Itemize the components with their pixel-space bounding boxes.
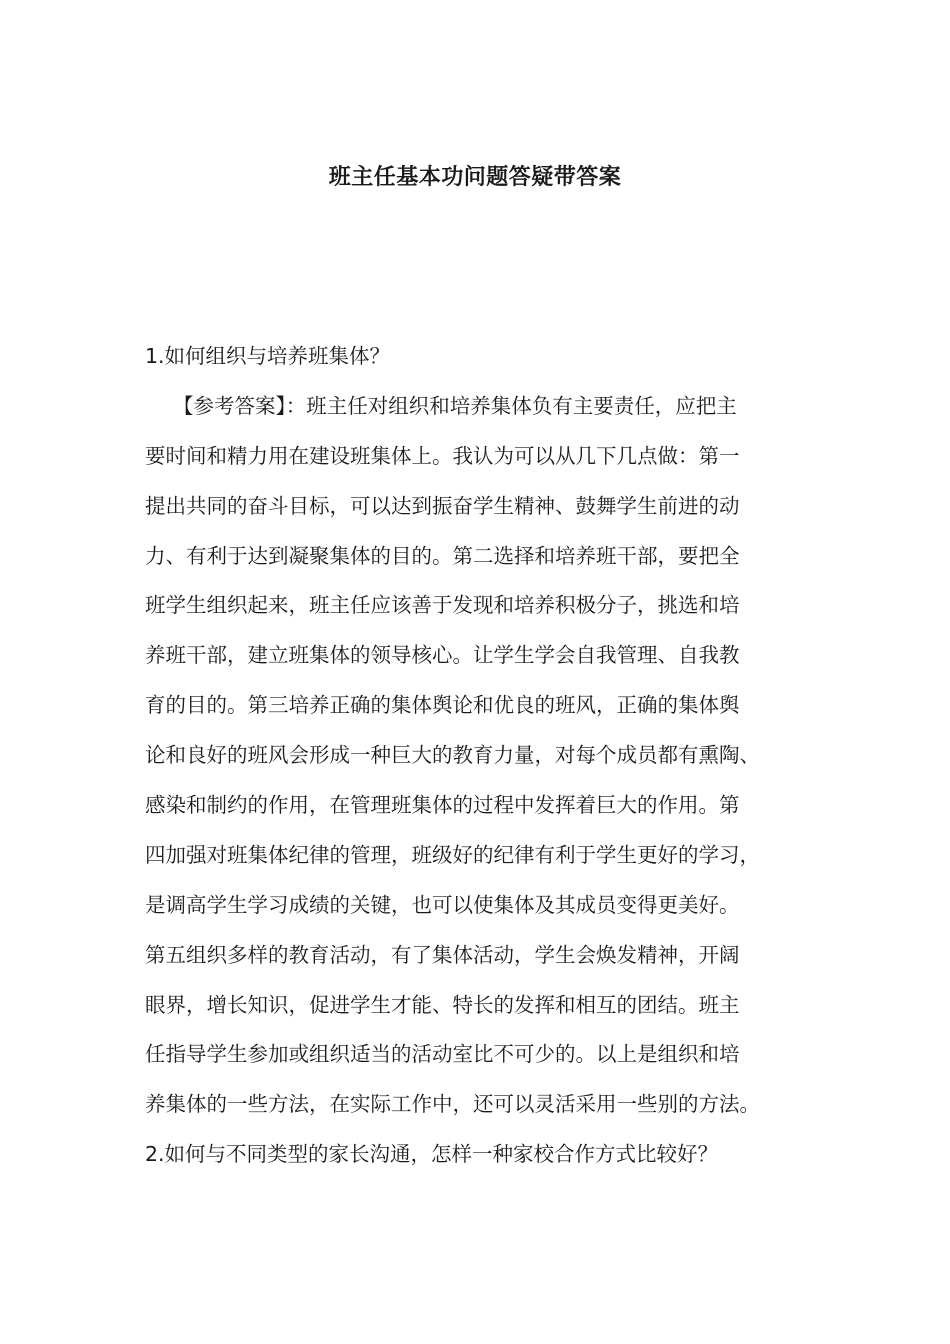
document-body xyxy=(145,332,825,1180)
answer-line: 育的目的。第三培养正确的集体舆论和优良的班风，正确的集体舆 xyxy=(145,693,740,718)
answer-line: 感染和制约的作用，在管理班集体的过程中发挥着巨大的作用。第 xyxy=(145,793,740,818)
answer-line: 养集体的一些方法，在实际工作中，还可以灵活采用一些别的方法。 xyxy=(145,1092,760,1117)
answer-line: 【参考答案】：班主任对组织和培养集体负有主要责任，应把主 xyxy=(173,393,737,418)
answer-line: 论和良好的班风会形成一种巨大的教育力量，对每个成员都有熏陶、 xyxy=(145,743,760,768)
document-title: 班主任基本功问题答疑带答案 xyxy=(328,165,622,190)
question-2-heading: 2.如何与不同类型的家长沟通，怎样一种家校合作方式比较好？ xyxy=(145,1142,719,1167)
answer-line: 班学生组织起来，班主任应该善于发现和培养积极分子，挑选和培 xyxy=(145,593,740,618)
answer-line: 眼界，增长知识，促进学生才能、特长的发挥和相互的团结。班主 xyxy=(145,992,740,1017)
answer-line: 力、有利于达到凝聚集体的目的。第二选择和培养班干部，要把全 xyxy=(145,543,740,568)
answer-line: 第五组织多样的教育活动，有了集体活动，学生会焕发精神，开阔 xyxy=(145,942,740,967)
answer-line: 是调高学生学习成绩的关键，也可以使集体及其成员变得更美好。 xyxy=(145,892,740,917)
answer-line: 任指导学生参加或组织适当的活动室比不可少的。以上是组织和培 xyxy=(145,1042,740,1067)
answer-line: 要时间和精力用在建设班集体上。我认为可以从几下几点做：第一 xyxy=(145,443,740,468)
answer-line: 养班干部，建立班集体的领导核心。让学生学会自我管理、自我教 xyxy=(145,643,740,668)
answer-line: 四加强对班集体纪律的管理，班级好的纪律有利于学生更好的学习， xyxy=(145,842,760,867)
question-1-heading: 1.如何组织与培养班集体？ xyxy=(145,344,391,368)
answer-line: 提出共同的奋斗目标，可以达到振奋学生精神、鼓舞学生前进的动 xyxy=(145,493,740,518)
